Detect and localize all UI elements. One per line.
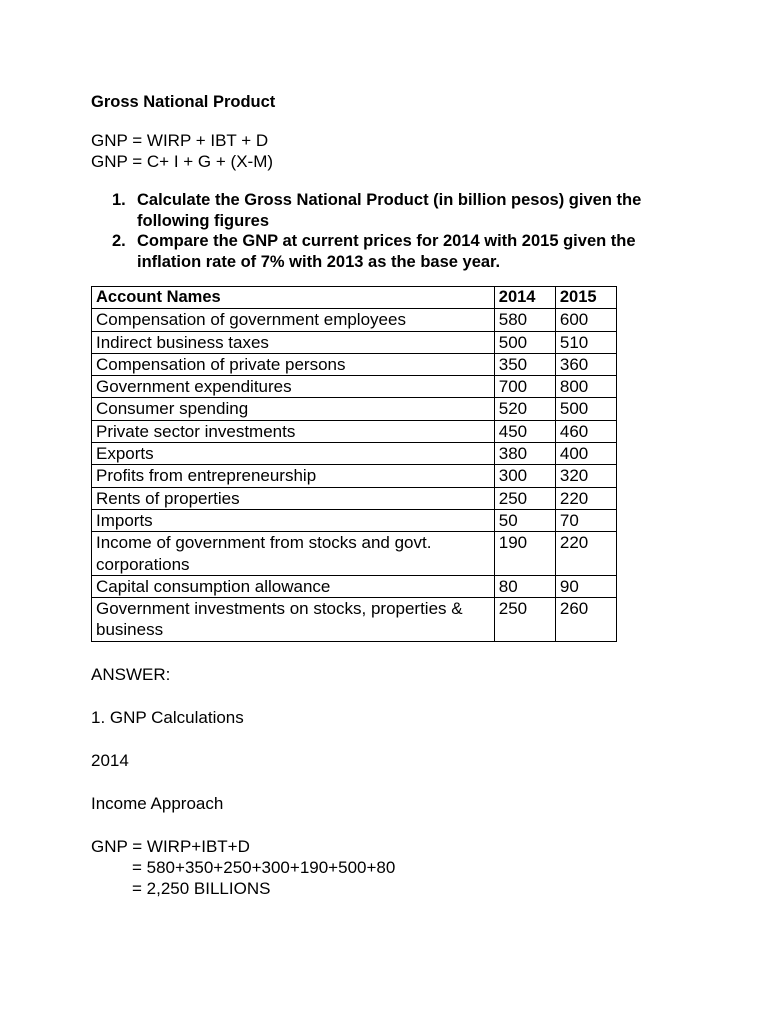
question-text: Calculate the Gross National Product (in billion pesos) given the following figures	[137, 191, 642, 230]
account-name-cell: Compensation of government employees	[92, 309, 495, 331]
value-2015-cell: 320	[555, 465, 616, 487]
answer-section	[91, 664, 691, 899]
table-row	[92, 331, 617, 353]
document-page	[91, 92, 691, 899]
table-row	[92, 443, 617, 465]
column-header-2015: 2015	[555, 287, 616, 309]
account-name-cell: Capital consumption allowance	[92, 575, 495, 597]
table-header-row	[92, 287, 617, 309]
account-name-cell: Imports	[92, 509, 495, 531]
table-row	[92, 376, 617, 398]
value-2015-cell: 800	[555, 376, 616, 398]
value-2014-cell: 250	[494, 598, 555, 642]
value-2014-cell: 80	[494, 575, 555, 597]
answer-section-title: 1. GNP Calculations	[91, 707, 244, 727]
calc-sum-line: = 580+350+250+300+190+500+80	[132, 857, 396, 877]
value-2015-cell: 600	[555, 309, 616, 331]
answer-year: 2014	[91, 750, 129, 770]
account-name-cell: Exports	[92, 443, 495, 465]
table-row	[92, 532, 617, 576]
value-2015-cell: 460	[555, 420, 616, 442]
value-2014-cell: 450	[494, 420, 555, 442]
value-2014-cell: 700	[494, 376, 555, 398]
value-2015-cell: 90	[555, 575, 616, 597]
accounts-table	[91, 286, 617, 642]
column-header-2014: 2014	[494, 287, 555, 309]
value-2014-cell: 250	[494, 487, 555, 509]
value-2015-cell: 400	[555, 443, 616, 465]
value-2015-cell: 70	[555, 509, 616, 531]
question-text: Compare the GNP at current prices for 2014 with 2015 given the inflation rate of 7% with 2013 as the base year.	[137, 232, 636, 271]
account-name-cell: Compensation of private persons	[92, 353, 495, 375]
value-2015-cell: 220	[555, 487, 616, 509]
question-item	[91, 190, 691, 231]
value-2014-cell: 380	[494, 443, 555, 465]
calc-formula-line: GNP = WIRP+IBT+D	[91, 836, 250, 856]
question-list	[91, 190, 691, 272]
value-2014-cell: 520	[494, 398, 555, 420]
value-2015-cell: 220	[555, 532, 616, 576]
value-2015-cell: 260	[555, 598, 616, 642]
gnp-formula-expenditure: GNP = C+ I + G + (X-M)	[91, 152, 274, 171]
question-number: 2.	[112, 232, 126, 250]
table-row	[92, 398, 617, 420]
account-name-cell: Consumer spending	[92, 398, 495, 420]
gnp-formula-income: GNP = WIRP + IBT + D	[91, 131, 269, 150]
document-title: Gross National Product	[91, 93, 276, 111]
table-row	[92, 465, 617, 487]
column-header-account-names: Account Names	[92, 287, 495, 309]
account-name-cell: Government investments on stocks, properties & business	[92, 598, 495, 642]
value-2014-cell: 300	[494, 465, 555, 487]
account-name-cell: Income of government from stocks and govt. corporations	[92, 532, 495, 576]
value-2014-cell: 350	[494, 353, 555, 375]
value-2014-cell: 500	[494, 331, 555, 353]
calc-result-line: = 2,250 BILLIONS	[132, 878, 271, 898]
table-row	[92, 309, 617, 331]
account-name-cell: Profits from entrepreneurship	[92, 465, 495, 487]
question-number: 1.	[112, 191, 126, 209]
answer-heading: ANSWER:	[91, 664, 171, 684]
value-2015-cell: 510	[555, 331, 616, 353]
value-2015-cell: 500	[555, 398, 616, 420]
value-2014-cell: 50	[494, 509, 555, 531]
value-2014-cell: 580	[494, 309, 555, 331]
value-2015-cell: 360	[555, 353, 616, 375]
account-name-cell: Indirect business taxes	[92, 331, 495, 353]
table-row	[92, 509, 617, 531]
account-name-cell: Private sector investments	[92, 420, 495, 442]
account-name-cell: Government expenditures	[92, 376, 495, 398]
table-row	[92, 575, 617, 597]
table-row	[92, 353, 617, 375]
table-row	[92, 487, 617, 509]
table-row	[92, 598, 617, 642]
answer-approach: Income Approach	[91, 793, 224, 813]
value-2014-cell: 190	[494, 532, 555, 576]
question-item	[91, 231, 691, 272]
table-row	[92, 420, 617, 442]
account-name-cell: Rents of properties	[92, 487, 495, 509]
formula-block	[91, 130, 691, 172]
